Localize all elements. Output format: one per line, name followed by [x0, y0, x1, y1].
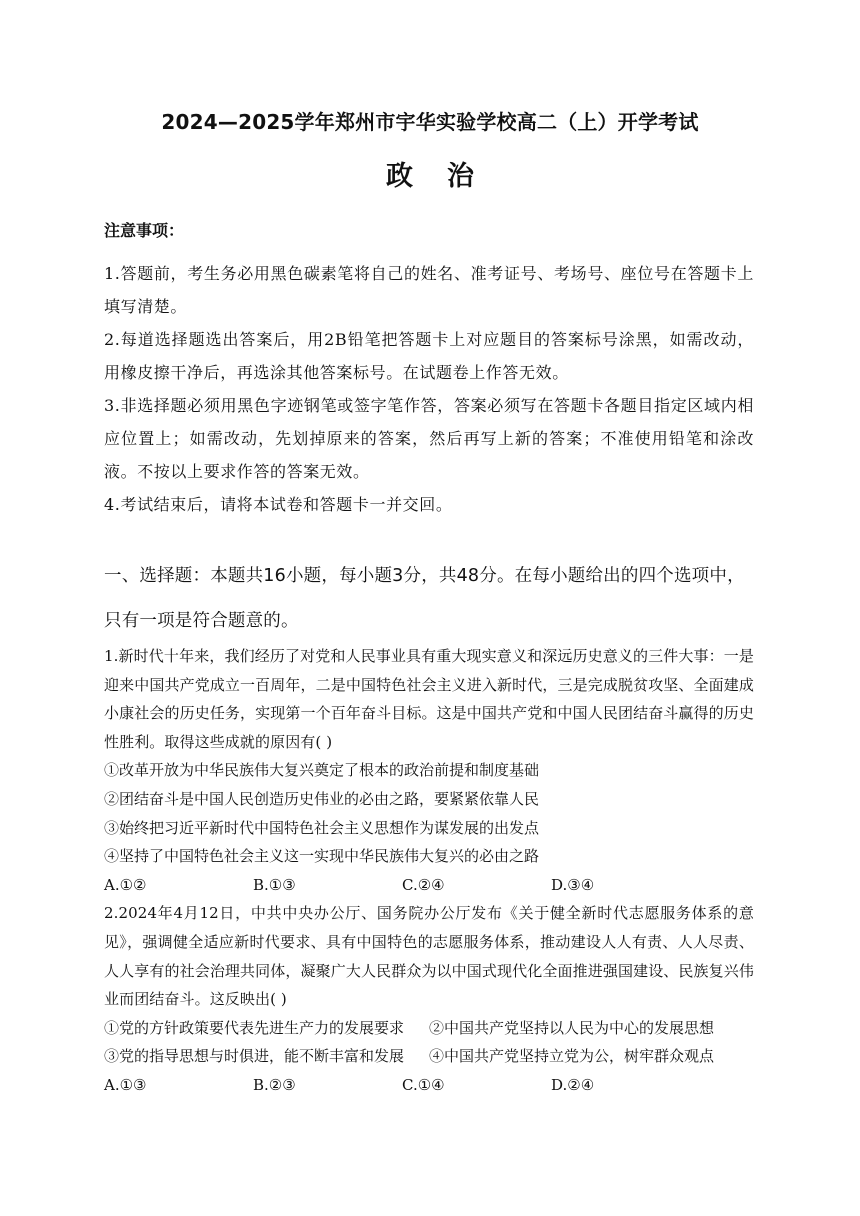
answer-option-c: C.①④ — [402, 1075, 445, 1094]
question-statement: ④中国共产党坚持立党为公，树牢群众观点 — [429, 1047, 715, 1066]
statement-row — [104, 1014, 754, 1043]
note-item: 3.非选择题必须用黑色字迹钢笔或签字笔作答，答案必须写在答题卡各题目指定区域内相应位置上；如需改动，先划掉原来的答案，然后再写上新的答案；不准使用铅笔和涂改液。不按以上要求作答的答案无效。 — [104, 396, 754, 481]
subject-title: 政治 — [386, 161, 508, 192]
answer-option-d: D.③④ — [551, 875, 595, 894]
notes-heading: 注意事项： — [104, 221, 185, 240]
answer-options — [104, 1071, 754, 1100]
question-statement: ②中国共产党坚持以人民为中心的发展思想 — [429, 1018, 715, 1037]
answer-option-b: B.②③ — [253, 1075, 296, 1094]
question-2 — [104, 899, 754, 1099]
answer-option-b: B.①③ — [253, 875, 296, 894]
notes-list — [104, 257, 754, 521]
question-stem: 1.新时代十年来，我们经历了对党和人民事业具有重大现实意义和深远历史意义的三件大事：一是迎来中国共产党成立一百周年，二是中国特色社会主义进入新时代，三是完成脱贫攻坚、全面建成小康社会的历史任务，实现第一个百年奋斗目标。这是中国共产党和中国人民团结奋斗赢得的历史性胜利。取得这些成就的原因有( ) — [104, 647, 754, 751]
exam-title: 2024—2025学年郑州市宇华实验学校高二（上）开学考试 — [161, 110, 699, 134]
answer-option-c: C.②④ — [402, 875, 445, 894]
answer-option-a: A.①② — [104, 875, 147, 894]
question-stem: 2.2024年4月12日，中共中央办公厅、国务院办公厅发布《关于健全新时代志愿服务体系的意见》，强调健全适应新时代要求、具有中国特色的志愿服务体系，推动建设人人有责、人人尽责、人人享有的社会治理共同体，凝聚广大人民群众为以中国式现代化全面推进强国建设、民族复兴伟业而团结奋斗。这反映出( ) — [104, 904, 754, 1009]
question-statement: ③党的指导思想与时俱进，能不断丰富和发展 — [104, 1047, 405, 1066]
note-item: 1.答题前，考生务必用黑色碳素笔将自己的姓名、准考证号、考场号、座位号在答题卡上填写清楚。 — [104, 264, 754, 316]
answer-option-a: A.①③ — [104, 1075, 147, 1094]
question-list — [104, 642, 754, 1100]
question-statement: ②团结奋斗是中国人民创造历史伟业的必由之路，要紧紧依靠人民 — [104, 789, 540, 808]
note-item: 4.考试结束后，请将本试卷和答题卡一并交回。 — [104, 495, 453, 514]
question-statement: ③始终把习近平新时代中国特色社会主义思想作为谋发展的出发点 — [104, 818, 540, 837]
question-1 — [104, 642, 754, 899]
section-heading: 一、选择题：本题共16小题，每小题3分，共48分。在每小题给出的四个选项中，只有一项是符合题意的。 — [104, 566, 745, 631]
note-item: 2.每道选择题选出答案后，用2B铅笔把答题卡上对应题目的答案标号涂黑，如需改动，用橡皮擦干净后，再选涂其他答案标号。在试题卷上作答无效。 — [104, 330, 754, 382]
answer-options — [104, 871, 754, 900]
question-statement: ①党的方针政策要代表先进生产力的发展要求 — [104, 1018, 405, 1037]
answer-option-d: D.②④ — [551, 1075, 595, 1094]
statement-row — [104, 1042, 754, 1071]
question-statement: ①改革开放为中华民族伟大复兴奠定了根本的政治前提和制度基础 — [104, 761, 540, 780]
question-statement: ④坚持了中国特色社会主义这一实现中华民族伟大复兴的必由之路 — [104, 847, 540, 866]
